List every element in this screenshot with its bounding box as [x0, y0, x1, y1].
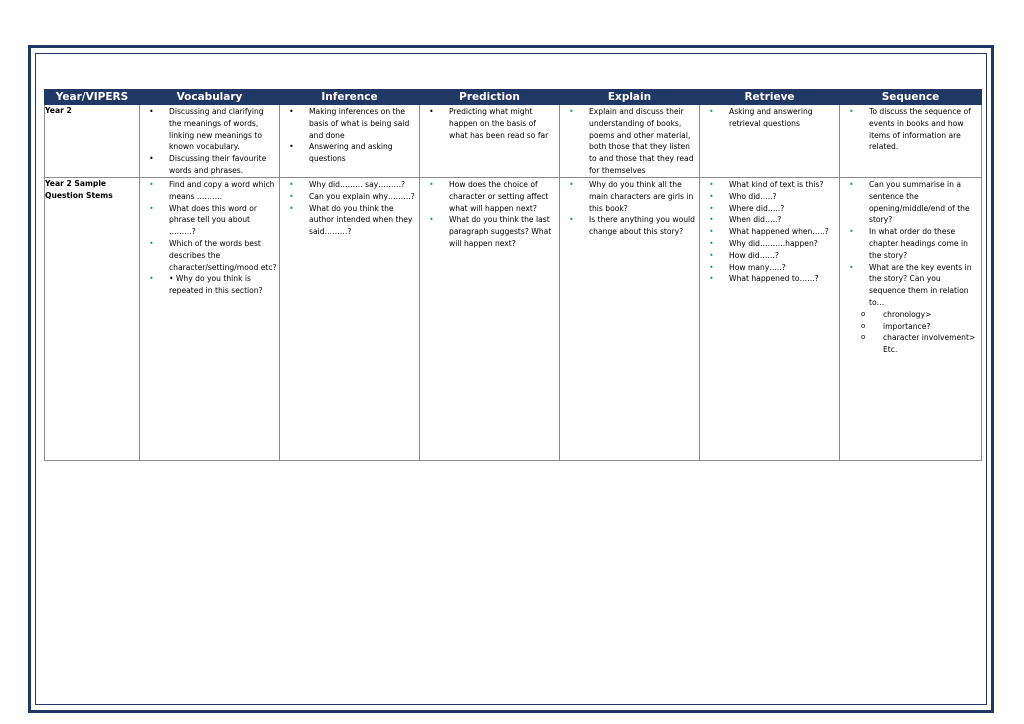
row-label-question-stems: Year 2 Sample Question Stems	[45, 178, 140, 461]
list-item: • Can you explain why………?	[280, 191, 417, 203]
list-item: • What are the key events in the story? Can you sequence them in relation to…	[840, 262, 979, 309]
list-item: • In what order do these chapter headings come in the story?	[840, 226, 979, 261]
list-item: • What does this word or phrase tell you about ………?	[140, 203, 277, 238]
header-row	[45, 90, 982, 105]
table-row-question-stems	[45, 178, 982, 461]
cell-stems-prediction	[420, 178, 560, 461]
row-label-year2: Year 2	[45, 105, 140, 178]
header-retrieve: Retrieve	[700, 90, 840, 105]
list-item: • Answering and asking questions	[280, 141, 417, 165]
list-item: • How many…..?	[700, 262, 837, 274]
cell-stems-retrieve	[700, 178, 840, 461]
sub-list-item: o chronology>	[840, 309, 981, 321]
cell-year2-prediction	[420, 105, 560, 178]
sub-list-item: o importance?	[840, 321, 981, 333]
list-item: • Making inferences on the basis of what is being said and done	[280, 106, 417, 141]
cell-stems-sequence	[840, 178, 982, 461]
header-vocabulary: Vocabulary	[140, 90, 280, 105]
list-item: • Discussing their favourite words and phrases.	[140, 153, 277, 177]
table-row-year2	[45, 105, 982, 178]
vipers-table	[44, 89, 982, 461]
list-item: • What happened to……?	[700, 273, 837, 285]
cell-year2-inference	[280, 105, 420, 178]
list-item: • Asking and answering retrieval questions	[700, 106, 837, 130]
list-item: • Discussing and clarifying the meanings of words, linking new meanings to known vocabulary.	[140, 106, 277, 153]
list-item: • Find and copy a word which means ……….	[140, 179, 277, 203]
list-item: • What happened when…..?	[700, 226, 837, 238]
list-item: • Where did…..?	[700, 203, 837, 215]
list-item: • Who did…..?	[700, 191, 837, 203]
list-item: • What do you think the author intended when they said………?	[280, 203, 417, 238]
list-item: • Why did……… say………?	[280, 179, 417, 191]
cell-year2-sequence	[840, 105, 982, 178]
cell-stems-explain	[560, 178, 700, 461]
list-item: • What kind of text is this?	[700, 179, 837, 191]
list-item: • Predicting what might happen on the basis of what has been read so far	[420, 106, 557, 141]
list-item: • What do you think the last paragraph suggests? What will happen next?	[420, 214, 557, 249]
cell-year2-explain	[560, 105, 700, 178]
cell-stems-inference	[280, 178, 420, 461]
list-item: • To discuss the sequence of events in books and how items of information are related.	[840, 106, 979, 153]
sequence-etc: Etc.	[883, 345, 898, 355]
list-item: • Is there anything you would change about this story?	[560, 214, 697, 238]
list-item: • When did…..?	[700, 214, 837, 226]
list-item: • Why did……….happen?	[700, 238, 837, 250]
cell-year2-retrieve	[700, 105, 840, 178]
cell-year2-vocabulary	[140, 105, 280, 178]
header-sequence: Sequence	[840, 90, 982, 105]
header-inference: Inference	[280, 90, 420, 105]
list-item: • Which of the words best describes the character/setting/mood etc?	[140, 238, 277, 273]
sub-list-item: o character involvement>	[840, 332, 981, 344]
header-year-vipers: Year/VIPERS	[45, 90, 140, 105]
list-item: • • Why do you think is repeated in this section?	[140, 273, 277, 297]
list-item: • How did……?	[700, 250, 837, 262]
list-item: • Explain and discuss their understanding of books, poems and other material, both those that they listen to and those that they read for themselves	[560, 106, 697, 177]
list-item: • How does the choice of character or setting affect what will happen next?	[420, 179, 557, 214]
list-item: • Can you summarise in a sentence the opening/middle/end of the story?	[840, 179, 979, 226]
list-item: • Why do you think all the main characters are girls in this book?	[560, 179, 697, 214]
header-prediction: Prediction	[420, 90, 560, 105]
header-explain: Explain	[560, 90, 700, 105]
cell-stems-vocabulary	[140, 178, 280, 461]
